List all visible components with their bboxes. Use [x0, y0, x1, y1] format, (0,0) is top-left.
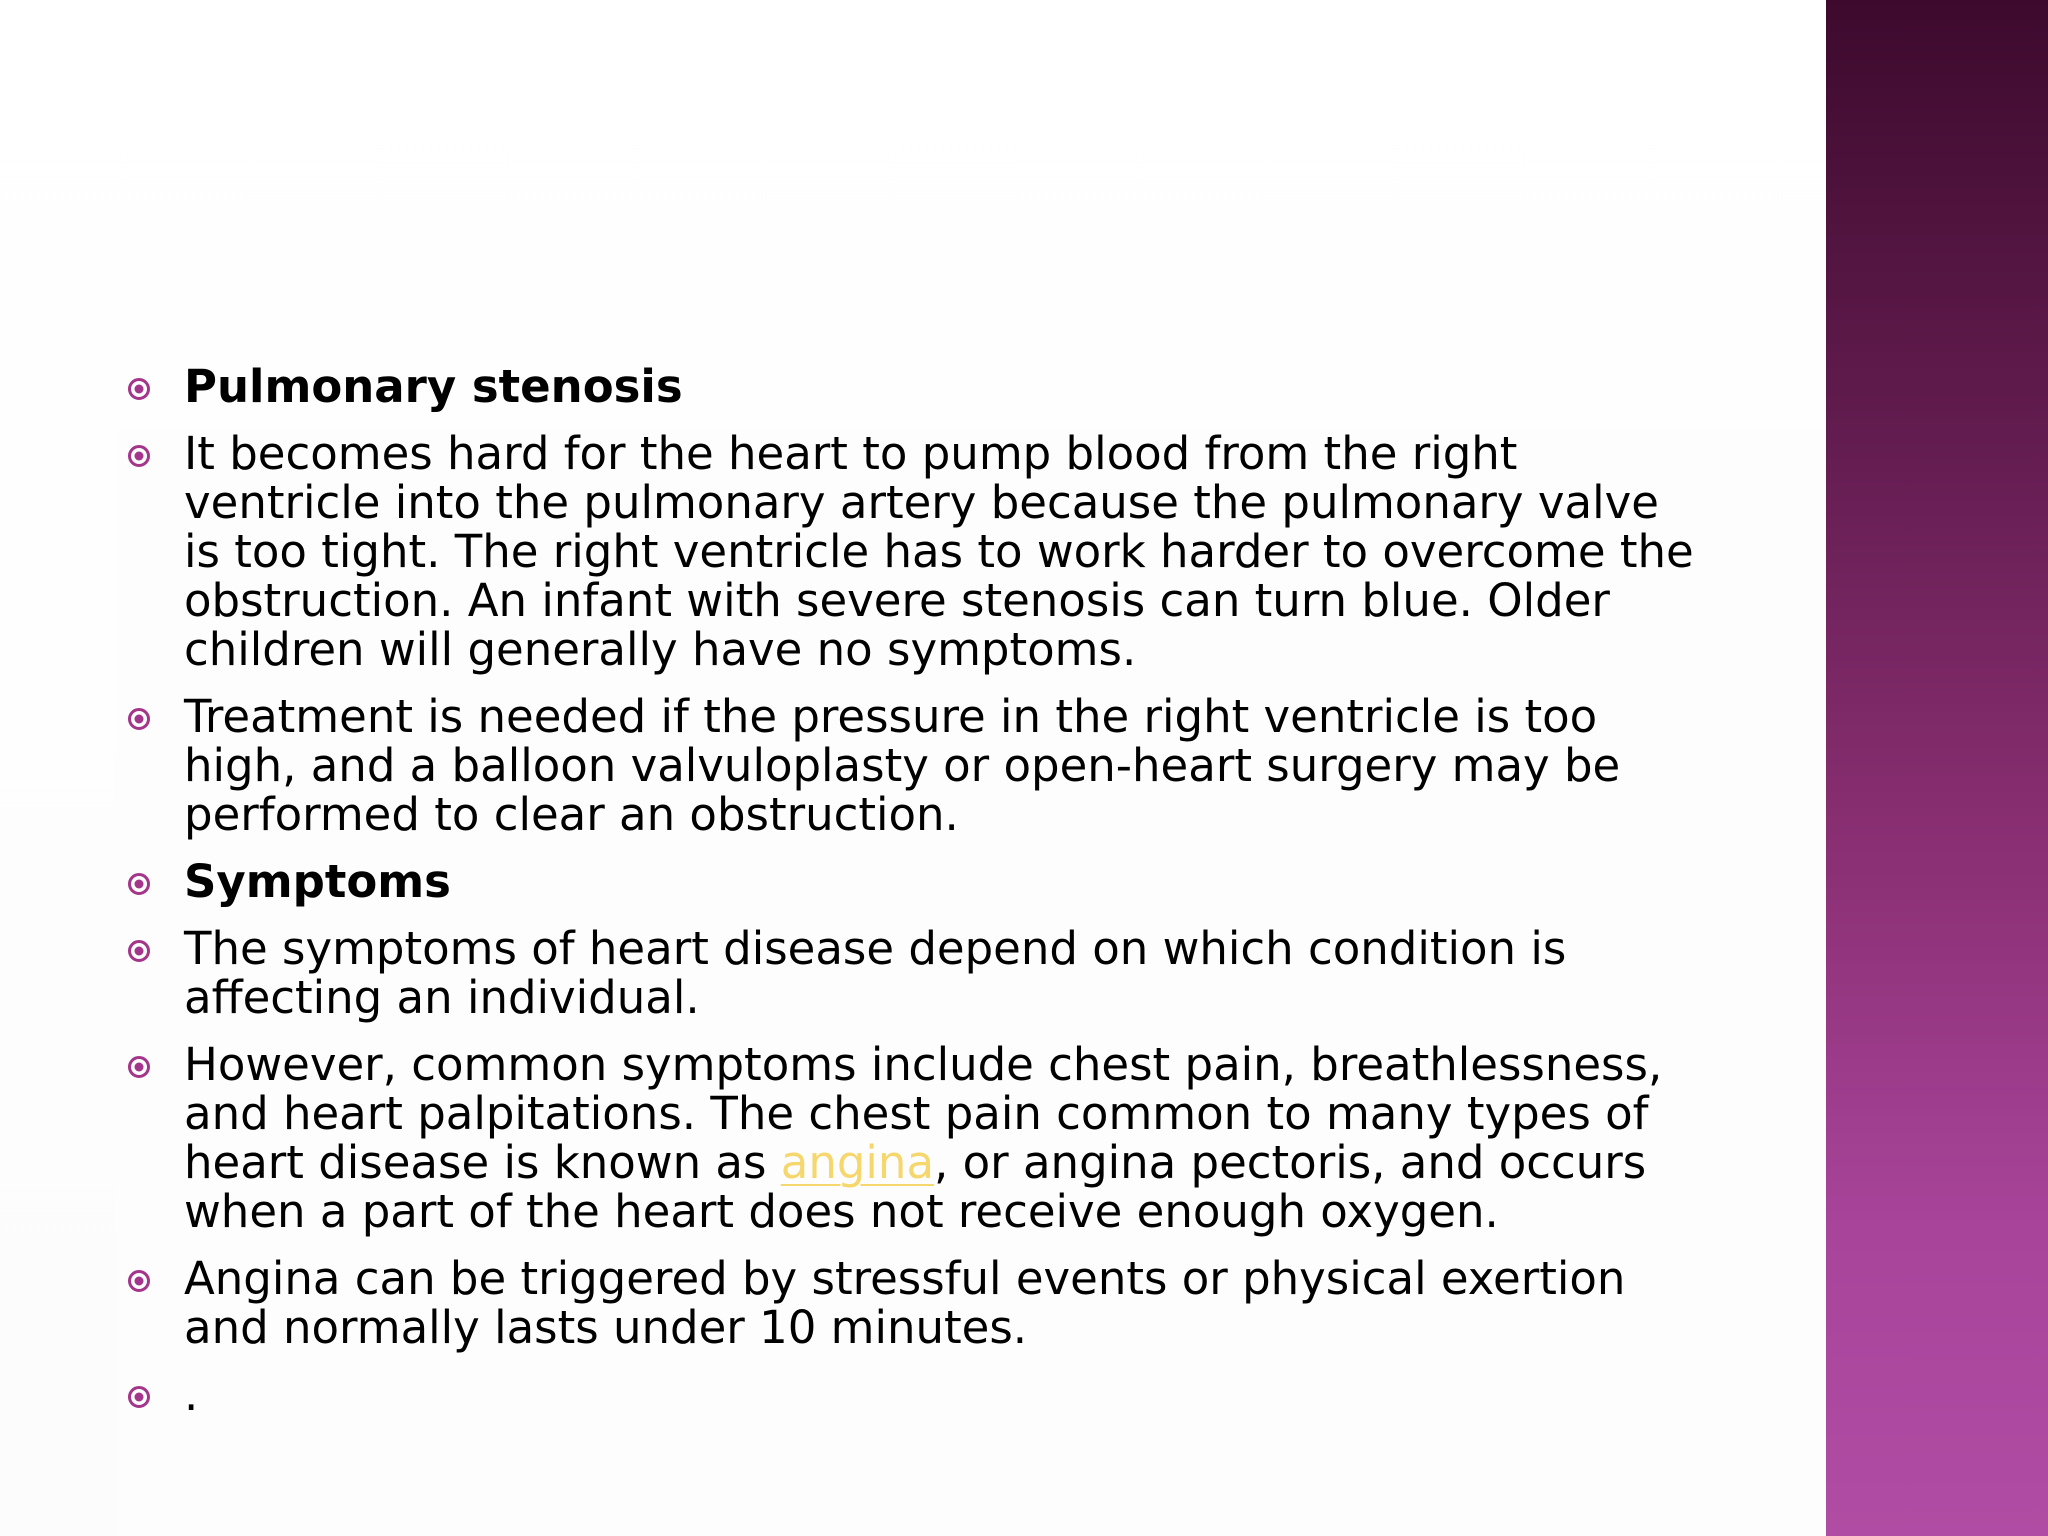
- bullet-text-before-link: However, common symptoms include chest pain, breathlessness, and heart palpitations. The chest pain common to many types of heart disease is known as: [184, 1038, 1663, 1189]
- bullet-text: Treatment is needed if the pressure in the right ventricle is too high, and a balloon valvuloplasty or open-heart surgery may be performed to clear an obstruction.: [184, 690, 1621, 841]
- circle-bullet-icon: [127, 377, 151, 401]
- decorative-sidebar: [1826, 0, 2048, 1536]
- bullet-item: [0, 1254, 1826, 1352]
- circle-bullet-icon: [127, 1385, 151, 1409]
- bullet-item-heading-symptoms: [0, 857, 1826, 906]
- bullet-list: [0, 362, 1826, 1437]
- circle-bullet-icon: [127, 707, 151, 731]
- bullet-item-heading-pulmonary-stenosis: [0, 362, 1826, 411]
- bullet-item: [0, 1370, 1826, 1419]
- bullet-text: The symptoms of heart disease depend on which condition is affecting an individual.: [184, 922, 1567, 1024]
- bullet-text-after-link: , or angina pectoris, and occurs when a part of the heart does not receive enough oxygen.: [184, 1136, 1647, 1238]
- circle-bullet-icon: [127, 1055, 151, 1079]
- bullet-item: [0, 924, 1826, 1022]
- bullet-text: It becomes hard for the heart to pump blood from the right ventricle into the pulmonary artery because the pulmonary valve is too tight. The right ventricle has to work harder to overcome the obstruction. An infant with severe stenosis can turn blue. Older children will generally have no symptoms.: [184, 427, 1694, 676]
- circle-bullet-icon: [127, 1269, 151, 1293]
- bullet-item: [0, 1040, 1826, 1236]
- bullet-text: Angina can be triggered by stressful events or physical exertion and normally lasts under 10 minutes.: [184, 1252, 1626, 1354]
- circle-bullet-icon: [127, 444, 151, 468]
- bullet-text: Pulmonary stenosis: [184, 360, 683, 413]
- angina-link[interactable]: angina: [780, 1136, 935, 1189]
- circle-bullet-icon: [127, 872, 151, 896]
- bullet-item: [0, 429, 1826, 674]
- bullet-item: [0, 692, 1826, 839]
- circle-bullet-icon: [127, 939, 151, 963]
- bullet-text: .: [184, 1368, 199, 1421]
- bullet-text: Symptoms: [184, 855, 451, 908]
